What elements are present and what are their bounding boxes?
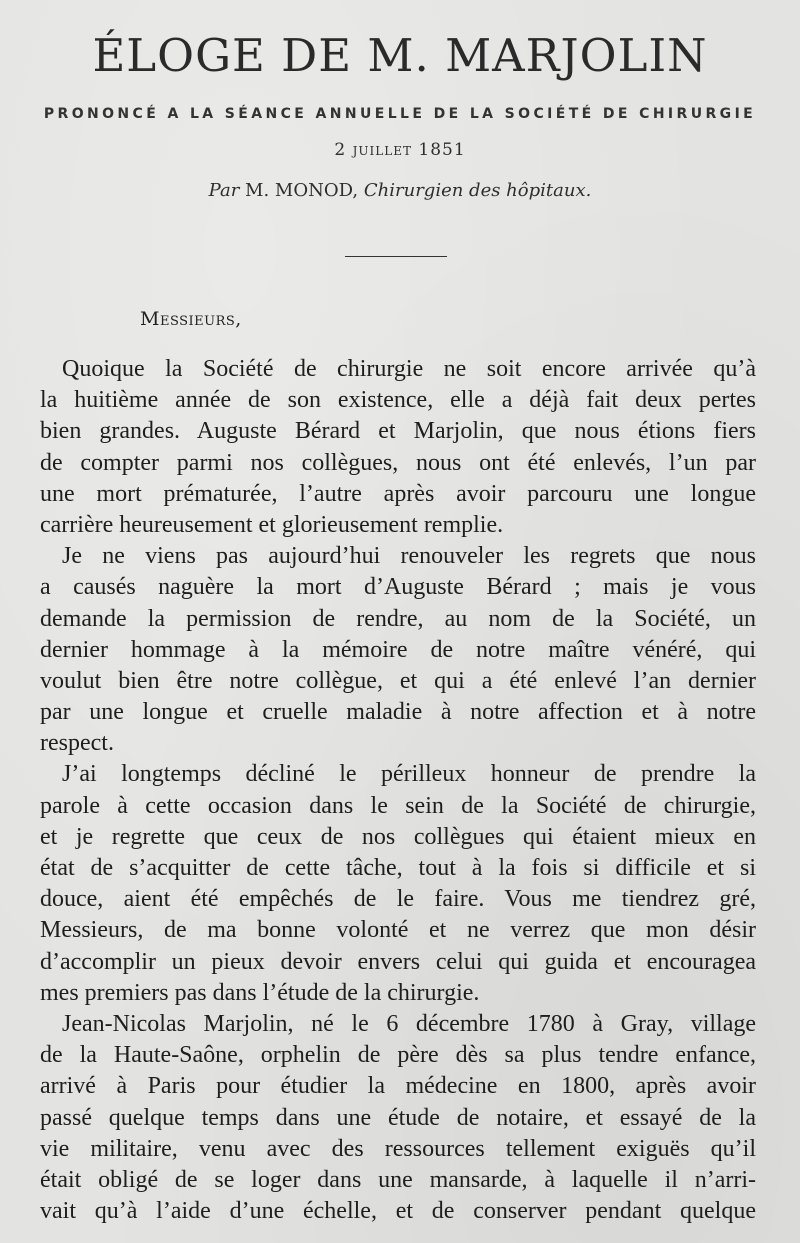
text-line: de compter parmi nos collègues, nous ont été enlevés, l’un par <box>40 449 756 476</box>
text-line: mes premiers pas dans l’étude de la chirurgie. <box>40 979 480 1006</box>
author-name: M. MONOD, <box>245 180 359 201</box>
text-line: une mort prématurée, l’autre après avoir parcouru une longue <box>40 480 756 507</box>
date-year: 1851 <box>418 140 466 160</box>
article-subtitle: PRONONCÉ A LA SÉANCE ANNUELLE DE LA SOCIÉTÉ DE CHIRURGIE <box>43 106 757 122</box>
body-text <box>40 354 756 1227</box>
date-day: 2 <box>334 140 347 160</box>
author-prefix-par: Par <box>208 180 240 201</box>
text-line: vie militaire, venu avec des ressources tellement exiguës qu’il <box>40 1135 756 1162</box>
text-line: douce, aient été empêchés de le faire. Vous me tiendrez gré, <box>40 886 756 913</box>
article-title: ÉLOGE DE M. MARJOLIN <box>92 29 708 82</box>
date-month: juillet <box>352 140 412 160</box>
salutation: Messieurs, <box>140 308 242 330</box>
text-line: par une longue et cruelle maladie à notre affection et à notre <box>40 699 756 726</box>
text-line: passé quelque temps dans une étude de notaire, et essayé de la <box>40 1104 756 1131</box>
text-line: demande la permission de rendre, au nom de la Société, un <box>40 605 756 632</box>
session-date <box>0 140 800 160</box>
text-line: d’accomplir un pieux devoir envers celui qui guida et encouragea <box>40 948 756 975</box>
text-line: arrivé à Paris pour étudier la médecine en 1800, après avoir <box>40 1073 756 1100</box>
text-line: J’ai longtemps décliné le périlleux honneur de prendre la <box>62 761 756 788</box>
text-line: la huitième année de son existence, elle a déjà fait deux pertes <box>40 387 756 414</box>
text-line: dernier hommage à la mémoire de notre maître vénéré, qui <box>40 636 756 663</box>
text-line: Messieurs, de ma bonne volonté et ne verrez que mon désir <box>40 917 756 944</box>
text-line: de la Haute-Saône, orphelin de père dès sa plus tendre enfance, <box>40 1042 756 1069</box>
author-line <box>0 180 800 201</box>
text-line: était obligé de se loger dans une mansarde, à laquelle il n’arri- <box>40 1166 756 1193</box>
text-line: Jean-Nicolas Marjolin, né le 6 décembre 1780 à Gray, village <box>62 1010 756 1037</box>
section-divider <box>345 256 447 257</box>
text-line: vait qu’à l’aide d’une échelle, et de conserver pendant quelque <box>40 1198 756 1225</box>
text-line: respect. <box>40 730 114 757</box>
text-line: Quoique la Société de chirurgie ne soit encore arrivée qu’à <box>62 356 756 382</box>
text-line: a causés naguère la mort d’Auguste Bérard ; mais je vous <box>40 574 756 601</box>
text-line: bien grandes. Auguste Bérard et Marjolin, que nous étions fiers <box>40 418 756 445</box>
text-line: et je regrette que ceux de nos collègues qui étaient mieux en <box>40 823 756 850</box>
text-line: état de s’acquitter de cette tâche, tout à la fois si difficile et si <box>40 855 756 881</box>
text-line: Je ne viens pas aujourd’hui renouveler les regrets que nous <box>62 543 756 570</box>
text-line: carrière heureusement et glorieusement remplie. <box>40 511 504 538</box>
author-role: Chirurgien des hôpitaux. <box>363 180 592 201</box>
text-line: voulut bien être notre collègue, et qui a été enlevé l’an dernier <box>40 667 756 694</box>
text-line: parole à cette occasion dans le sein de la Société de chirurgie, <box>40 792 756 819</box>
